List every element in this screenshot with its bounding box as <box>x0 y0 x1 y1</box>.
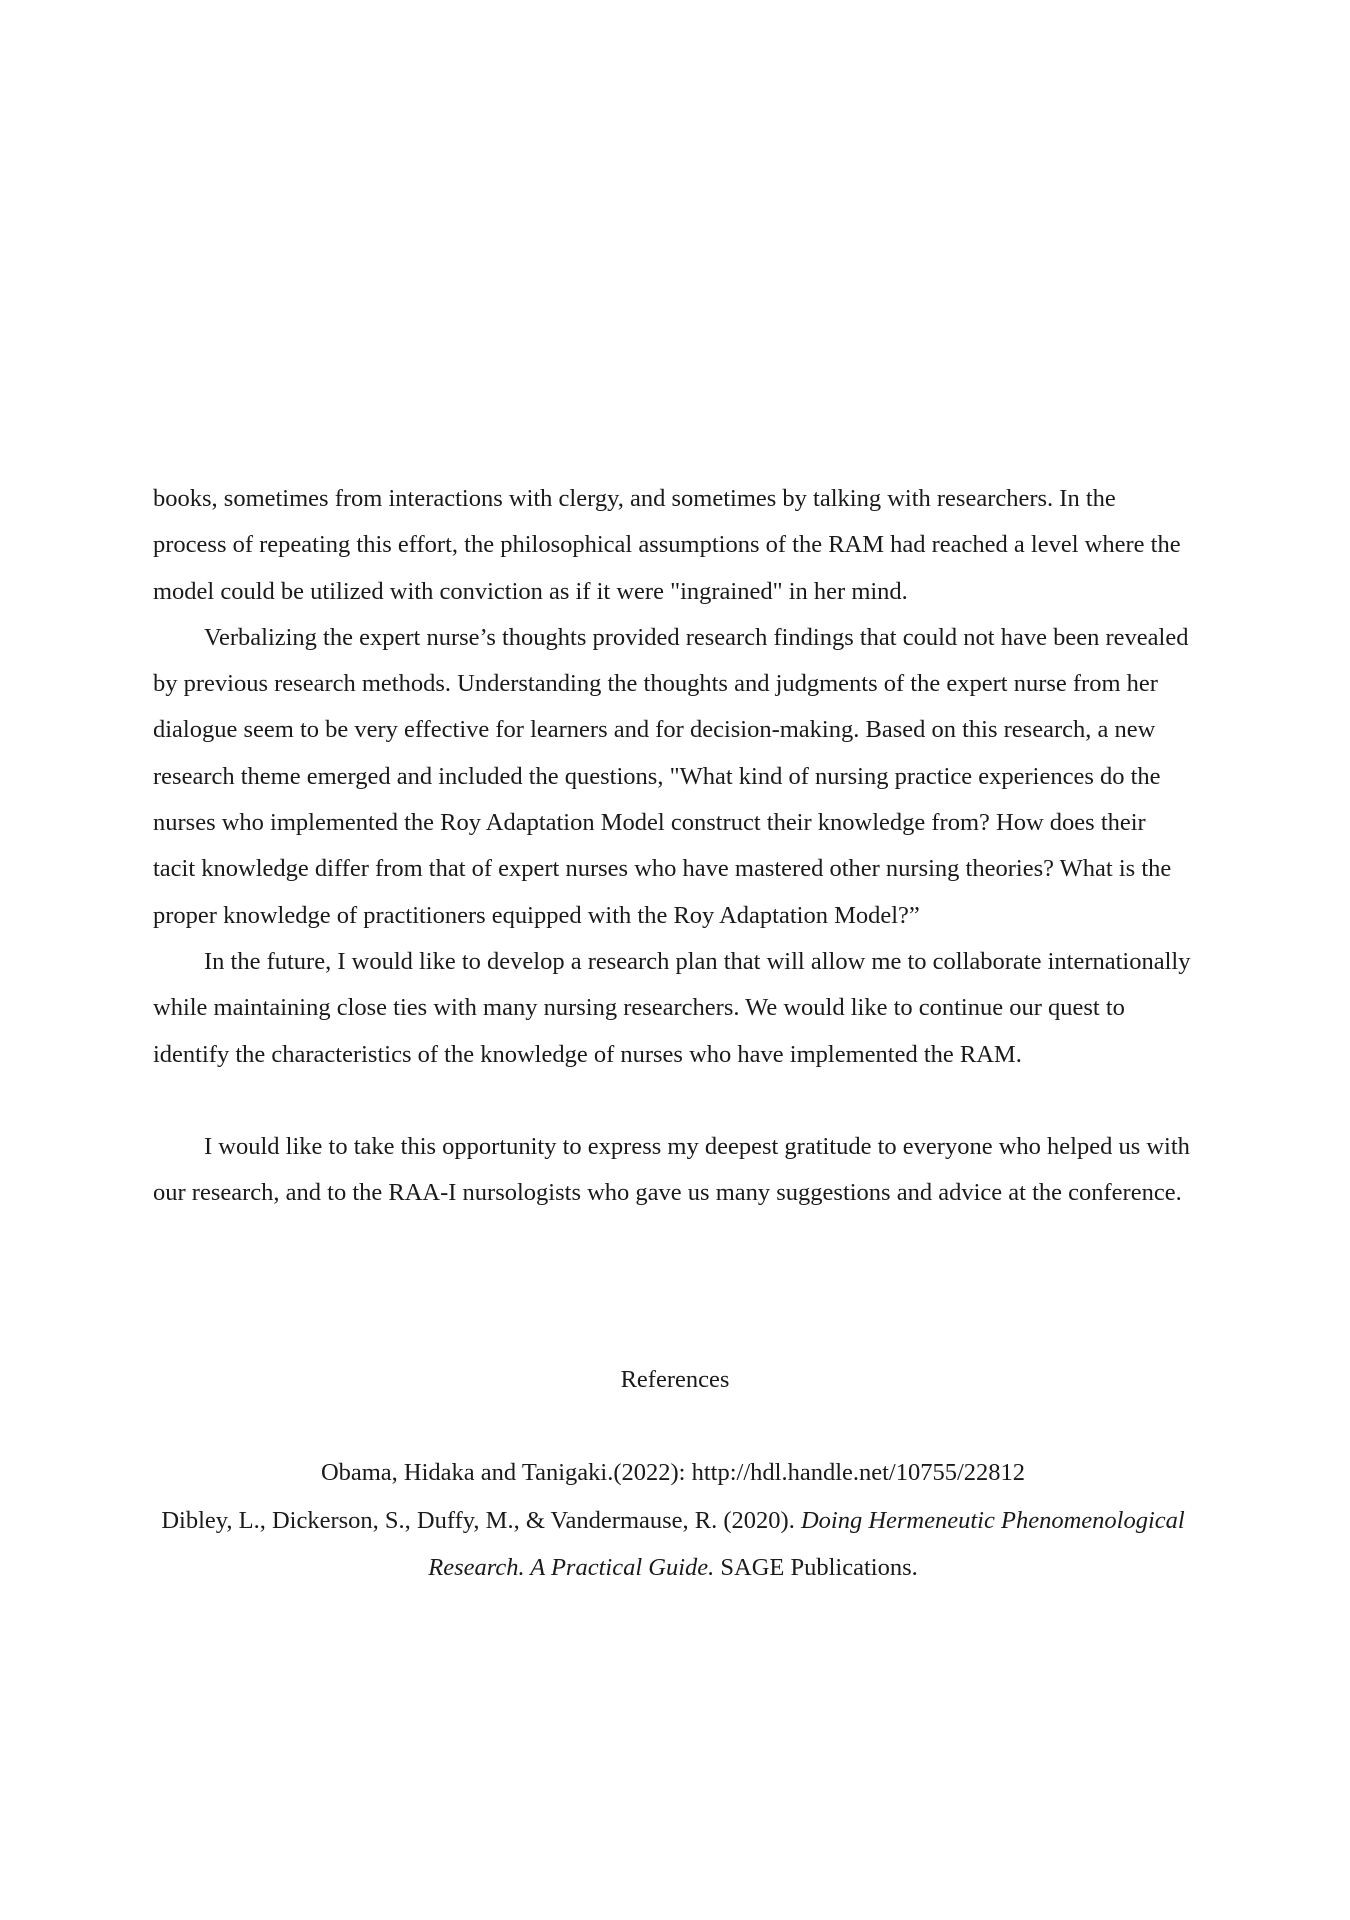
references-list <box>153 1449 1193 1592</box>
paragraph-future-plans: In the future, I would like to develop a research plan that will allow me to collaborate internationally while maintaining close ties with many nursing researchers. We would like to continue our quest to identify the characteristics of the knowledge of nurses who have implemented the RAM. <box>153 947 1191 1068</box>
reference-2-publisher: SAGE Publications. <box>720 1554 918 1581</box>
paragraph-acknowledgements: I would like to take this opportunity to express my deepest gratitude to everyone who helped us with our research, and to the RAA-I nursologists who gave us many suggestions and advice at the conference. <box>153 1133 1190 1207</box>
paragraph-gap <box>153 1078 1193 1124</box>
reference-2-title: Doing Hermeneutic Phenomenological Research. A Practical Guide. <box>428 1506 1185 1581</box>
body-text <box>153 476 1193 1217</box>
reference-1: Obama, Hidaka and Tanigaki.(2022): http://hdl.handle.net/10755/22812 <box>320 1459 1026 1486</box>
references-heading: References <box>620 1366 730 1393</box>
paragraph-verbalizing: Verbalizing the expert nurse’s thoughts provided research findings that could not have been revealed by previous research methods. Understanding the thoughts and judgments of the expert nurse from her dialogue seem to be very effective for learners and for decision-making. Based on this research, a new research theme emerged and included the questions, "What kind of nursing practice experiences do the nurses who implemented the Roy Adaptation Model construct their knowledge from? How does their tacit knowledge differ from that of expert nurses who have mastered other nursing theories? What is the proper knowledge of practitioners equipped with the Roy Adaptation Model?” <box>153 623 1189 929</box>
reference-2 <box>153 1497 1193 1592</box>
reference-2-authors: Dibley, L., Dickerson, S., Duffy, M., & Vandermause, R. (2020). <box>161 1506 795 1534</box>
paragraph-continued: books, sometimes from interactions with clergy, and sometimes by talking with researchers. In the process of repeating this effort, the philosophical assumptions of the RAM had reached a level where the model could be utilized with conviction as if it were "ingrained" in her mind. <box>153 485 1181 605</box>
